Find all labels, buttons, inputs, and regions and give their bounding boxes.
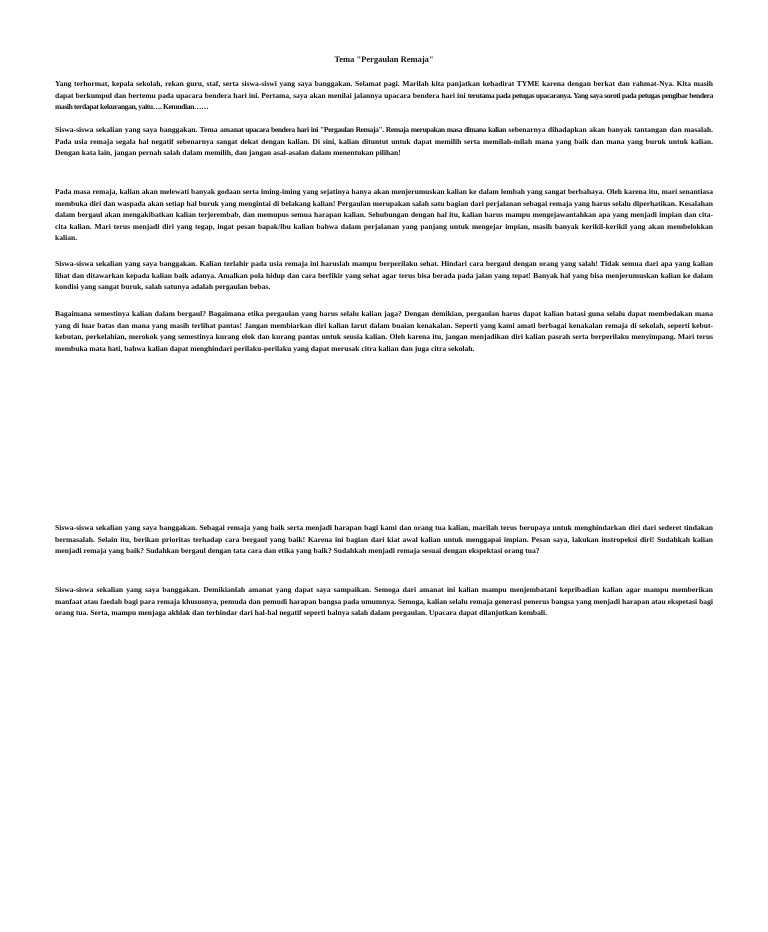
paragraph-theme-text-end: sebenarnya dihadapkan akan banyak tantangan dan masalah. Pada usia remaja segala hal negatif sebenarnya sangat dekat dengan kalian. Di sini, kalian dituntut untuk dapat memilih serta memilah-milah mana yang baik dan mana yang buruk untuk kalian. Dengan kata lain, jangan pernah salah dalam memilih, dan jangan asal-asalan dalam menentukan pilihan! <box>55 125 714 158</box>
paragraph-opening <box>55 78 713 113</box>
paragraph-theme-overlay-text: nat upacara bendera hari ini "Pergaulan Remaja". Remaja merupakan masa dimana kalian <box>233 125 506 134</box>
paragraph-theme <box>55 124 713 159</box>
paragraph-opening-overlay-text: terutama pada petugas upacaranya. Yang saya soroti pada petugas pengibar bendera masih terdapat kekurangan, yaitu…. Kemudian…… <box>55 90 714 112</box>
paragraph-theme-text-start: Siswa-siswa sekalian yang saya banggakan. Tema ama <box>55 125 234 134</box>
paragraph-healthy-behavior: Siswa-siswa sekalian yang saya banggakan. Kalian terlahir pada usia remaja ini haruslah mampu berperilaku sehat. Hindari cara bergaul dengan orang yang salah! Tidak semua dari apa yang kalian lihat dan ditawarkan kepada kalian baik adanya. Amalkan pola hidup dan cara berfikir yang sehat agar terus bisa berada pada jalan yang tepat! Banyak hal yang bisa menjerumuskan kalian ke dalam kondisi yang sangat buruk, salah satunya adalah pergaulan bebas. <box>55 259 713 292</box>
document-title: Tema "Pergaulan Remaja" <box>334 54 434 64</box>
paragraph-opening-text: Yang terhormat, kepala sekolah, rekan guru, staf, serta siswa-siswi yang saya banggakan. Selamat pagi. Marilah kita panjatkan kehadirat TYME karena dengan berkat dan rahmat-Nya. Kita masih dapat berkumpul dan bertemu pada upacara bendera hari ini. Pertama, saya akan menilai jalannya upacara bendera hari ini <box>55 79 713 100</box>
paragraph-closing: Siswa-siswa sekalian yang saya banggakan. Demikianlah amanat yang dapat saya sampaikan. Semoga dari amanat ini kalian mampu menjembatani kepribadian kalian agar mampu memberikan manfaat atau faedah bagi para remaja khususnya, pemuda dan pemudi harapan bangsa pada umumnya. Semoga, kalian selalu remaja generasi penerus bangsa yang menjadi harapan atau ekspetasi bagi orang tua. Serta, mampu menjaga akhlak dan terhindar dari hal-hal negatif seperti halnya salah dalam pergaulan. Upacara dapat dilanjutkan kembali. <box>55 585 713 618</box>
paragraph-ethics: Bagaimana semestinya kalian dalam bergaul? Bagaimana etika pergaulan yang harus selalu kalian jaga? Dengan demikian, pergaulan harus dapat kalian batasi guna selalu dapat membedakan mana yang di luar batas dan mana yang masih terlihat pantas! Jangan membiarkan diri kalian larut dalam buaian kenakalan. Seperti yang kami amati berbagai kenakalan remaja di sekolah, seperti kebut-kebutan, perkelahian, merokok yang semestinya kurang elok dan kurang pantas untuk seusia kalian. Oleh karena itu, jangan menjadikan diri kalian pasrah serta berperilaku menyimpang. Mari terus membuka mata hati, bahwa kalian dapat menghindari perilaku-perilaku yang dapat merusak citra kalian dan juga citra sekolah. <box>55 309 713 353</box>
paragraph-introspection: Siswa-siswa sekalian yang saya banggakan. Sebagai remaja yang baik serta menjadi harapan bagi kami dan orang tua kalian, marilah terus berupaya untuk menghindarkan diri dari sederet tindakan bermasalah. Selain itu, berikan prioritas terhadap cara bergaul yang baik! Karena ini bagian dari kiat awal kalian untuk menggapai impian. Pesan saya, lakukan instropeksi diri! Sudahkah kalian menjadi remaja yang baik? Sudahkan bergaul dengan tata cara dan etika yang baik? Sudahkah menjadi remaja sesuai dengan ekspektasi orang tua? <box>55 523 713 556</box>
paragraph-temptation: Pada masa remaja, kalian akan melewati banyak godaan serta iming-iming yang sejatinya hanya akan menjerumuskan kalian ke dalam lembah yang sangat berbahaya. Oleh karena itu, mari senantiasa membuka diri dan waspada akan setiap hal buruk yang mengintai di belakang kalian! Pergaulan merupakan salah satu bagian dari perjalanan sebagai remaja yang harus selalu diperhatikan. Kesalahan dalam bergaul akan mengakibatkan kalian terjerembab, dan memupus semua harapan kalian. Sehubungan dengan hal itu, kalian harus mampu mengejawantahkan apa yang menjadi impian dan cita-cita kalian. Mari terus menjadi diri yang tegap, ingat pesan bapak/ibu kalian bahwa dalam perjalanan yang panjang untuk mengejar impian, masih banyak kerikil-kerikil yang akan membelokkan kalian. <box>55 187 713 243</box>
